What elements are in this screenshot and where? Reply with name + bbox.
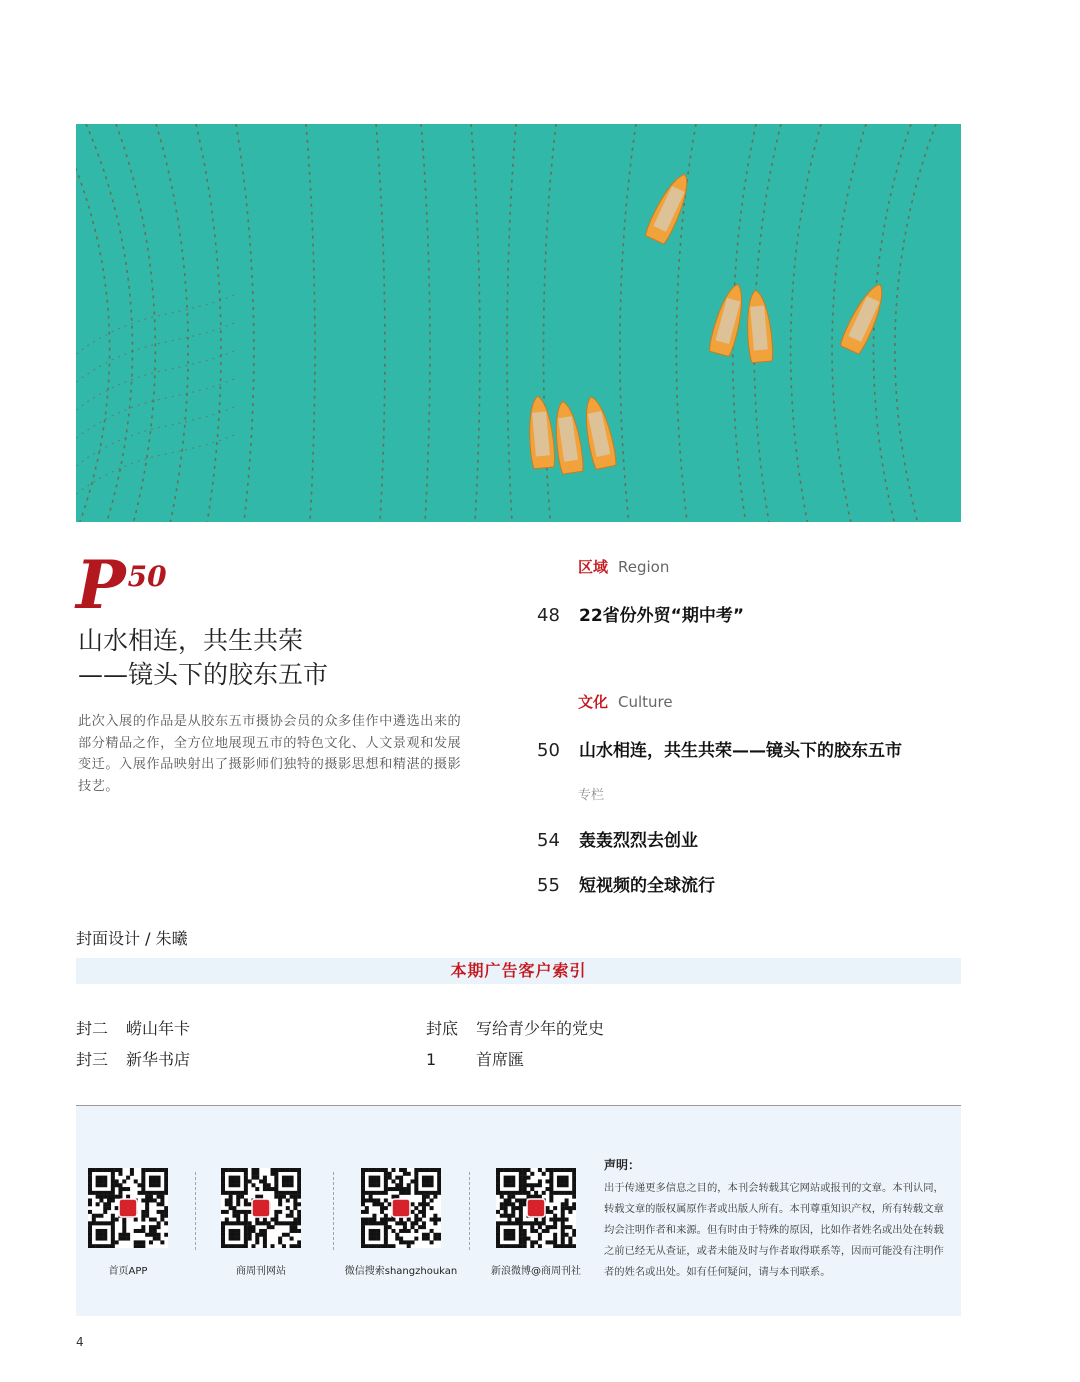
toc-section-culture xyxy=(578,691,673,712)
notice-body: 出于传递更多信息之目的，本刊会转载其它网站或报刊的文章。本刊认同，转载文章的版权属原作者或出版人所有。本刊尊重知识产权，所有转载文章均会注明作者和来源。但有时由于特殊的原因，比如作者姓名或出处在转载之前已经无从查证，或者未能及时与作者取得联系等，因而可能没有注明作者的姓名或出处。如有任何疑问，请与本刊联系。 xyxy=(604,1182,944,1278)
qr-code-weibo[interactable] xyxy=(496,1168,576,1248)
qr-code-app[interactable] xyxy=(88,1168,168,1248)
ad-client: 崂山年卡 xyxy=(126,1019,191,1038)
ad-position: 封二 xyxy=(76,1019,109,1038)
cover-photo xyxy=(76,124,961,522)
toc-title: 22省份外贸“期中考” xyxy=(579,606,745,626)
qr-label: 商周刊网站 xyxy=(236,1266,286,1277)
toc-section-region xyxy=(578,556,669,577)
toc-page-number: 55 xyxy=(537,875,560,896)
page-mark-letter: P xyxy=(76,546,126,624)
ad-client: 新华书店 xyxy=(126,1050,191,1069)
qr-code-icon xyxy=(221,1168,301,1248)
qr-label: 微信搜索shangzhoukan xyxy=(344,1266,458,1277)
aerial-sea-farm-image xyxy=(76,124,961,522)
toc-title: 山水相连，共生共荣——镜头下的胶东五市 xyxy=(579,741,902,761)
notice-heading: 声明： xyxy=(604,1158,641,1172)
toc-page-number: 48 xyxy=(537,605,560,626)
feature-title-line1: 山水相连，共生共荣 xyxy=(78,626,304,655)
section-en: Region xyxy=(618,558,670,576)
section-zh: 文化 xyxy=(578,693,609,711)
qr-label: 首页APP xyxy=(108,1266,148,1277)
dashed-separator xyxy=(195,1172,196,1250)
section-en: Culture xyxy=(618,693,673,711)
ad-position: 封底 xyxy=(426,1019,459,1038)
toc-entry[interactable] xyxy=(537,871,715,896)
ad-position: 1 xyxy=(426,1050,437,1069)
page-mark xyxy=(76,546,167,624)
dashed-separator xyxy=(469,1172,470,1250)
ad-item xyxy=(76,1047,190,1070)
ad-client: 首席匯 xyxy=(476,1050,525,1069)
qr-code-icon xyxy=(496,1168,576,1248)
ad-item xyxy=(426,1016,604,1039)
toc-section-column: 专栏 xyxy=(578,788,605,803)
toc-title: 短视频的全球流行 xyxy=(579,876,715,896)
qr-code-website[interactable] xyxy=(221,1168,301,1248)
toc-entry[interactable] xyxy=(537,826,698,851)
page-mark-number: 50 xyxy=(127,560,167,593)
section-zh: 区域 xyxy=(578,558,609,576)
ad-client: 写给青少年的党史 xyxy=(476,1019,605,1038)
qr-label: 新浪微博@商周刊社 xyxy=(491,1266,581,1277)
toc-page-number: 54 xyxy=(537,830,560,851)
qr-code-icon xyxy=(88,1168,168,1248)
qr-code-wechat[interactable] xyxy=(361,1168,441,1248)
toc-page-number: 50 xyxy=(537,740,560,761)
feature-title xyxy=(78,624,328,692)
feature-title-line2: ——镜头下的胶东五市 xyxy=(78,660,329,689)
ad-index-title: 本期广告客户索引 xyxy=(76,958,961,984)
dashed-separator xyxy=(333,1172,334,1250)
toc-title: 轰轰烈烈去创业 xyxy=(579,831,698,851)
ad-item xyxy=(76,1016,190,1039)
page-number: 4 xyxy=(76,1335,84,1349)
feature-description: 此次入展的作品是从胶东五市摄协会员的众多佳作中遴选出来的部分精品之作，全方位地展现五市的特色文化、人文景观和发展变迁。入展作品映射出了摄影师们独特的摄影思想和精湛的摄影技艺。 xyxy=(78,714,462,794)
cover-design-credit: 封面设计 / 朱曦 xyxy=(76,929,188,948)
toc-entry[interactable] xyxy=(537,736,902,761)
toc-entry[interactable] xyxy=(537,601,744,626)
ad-position: 封三 xyxy=(76,1050,109,1069)
ad-item xyxy=(426,1047,524,1070)
qr-code-icon xyxy=(361,1168,441,1248)
